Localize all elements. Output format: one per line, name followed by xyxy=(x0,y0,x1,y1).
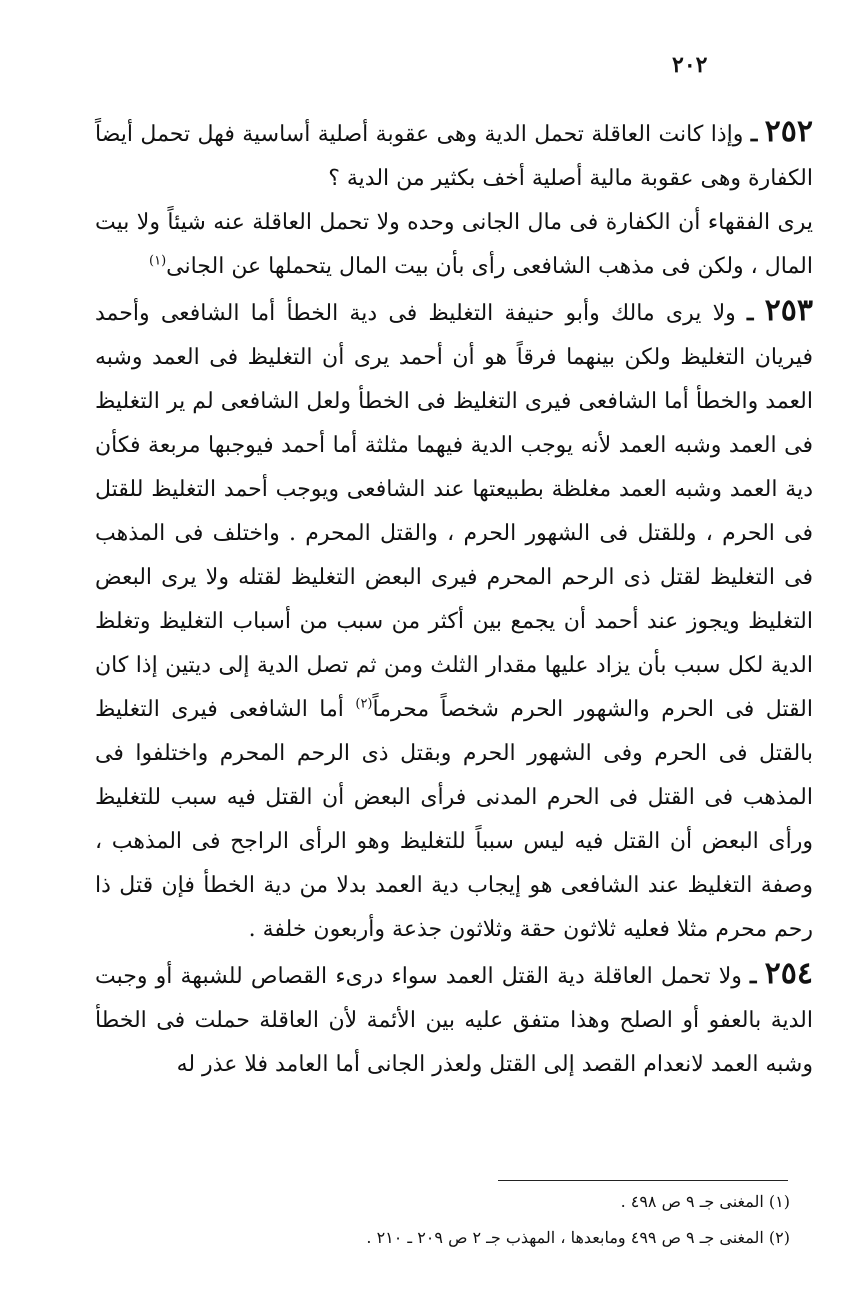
paragraph-number: ٢٥٢ xyxy=(764,114,814,149)
paragraph-text: يرى الفقهاء أن الكفارة فى مال الجانى وحده ولا تحمل العاقلة عنه شيئاً ولا بيت المال ، ولكن فى مذهب الشافعى رأى بأن بيت المال يتحملها عن الجانى xyxy=(95,210,813,279)
paragraph-252 xyxy=(95,110,813,201)
paragraph-text: ولا تحمل العاقلة دية القتل العمد سواء درىء القصاص للشبهة أو وجبت الدية بالعفو أو الصلح وهذا متفق عليه بين الأئمة لأن العاقلة حملت فى الخطأ وشبه العمد لانعدام القصد إلى القتل ولعذر الجانى أما العامد فلا عذر له xyxy=(95,964,813,1077)
paragraph-253 xyxy=(95,289,813,952)
paragraph-separator: ـ xyxy=(746,300,754,326)
paragraph-number: ٢٥٣ xyxy=(764,293,813,328)
paragraph-separator: ـ xyxy=(750,121,758,147)
paragraph-separator: ـ xyxy=(750,963,757,989)
paragraph-unnumbered xyxy=(95,201,813,289)
paragraph-text: وإذا كانت العاقلة تحمل الدية وهى عقوبة أصلية أساسية فهل تحمل أيضاً الكفارة وهى عقوبة مالية أصلية أخف بكثير من الدية ؟ xyxy=(95,122,813,191)
page-number: ٢٠٢ xyxy=(672,52,708,78)
paragraph-text-continued: أما الشافعى فيرى التغليظ بالقتل فى الحرم وفى الشهور الحرم وبقتل ذى الرحم المحرم واختلفوا فى المذهب فى القتل فى الحرم المدنى فرأى البعض أن القتل فيه سبب للتغليظ ورأى البعض أن القتل فيه ليس سبباً للتغليظ وهو الرأى الراجح فى المذهب ، وصفة التغليظ عند الشافعى هو إيجاب دية العمد بدلا من دية الخطأ فإن قتل ذا رحم محرم مثلا فعليه ثلاثون حقة وثلاثون جذعة وأربعون خلفة . xyxy=(95,697,813,942)
body-text xyxy=(95,110,813,1087)
footnotes xyxy=(180,1184,790,1256)
footnote-ref-1: (١) xyxy=(149,253,167,269)
paragraph-254 xyxy=(95,952,813,1087)
footnote-divider xyxy=(498,1180,788,1181)
paragraph-number: ٢٥٤ xyxy=(764,956,813,991)
paragraph-text: ولا يرى مالك وأبو حنيفة التغليظ فى دية الخطأ أما الشافعى وأحمد فيريان التغليظ ولكن بينهما فرقاً هو أن أحمد يرى أن التغليظ فى العمد وشبه العمد والخطأ أما الشافعى فيرى التغليظ فى الخطأ ولعل الشافعى لم ير التغليظ فى العمد وشبه العمد لأنه يوجب الدية فيهما مثلثة أما أحمد فيوجبها مربعة فكأن دية العمد وشبه العمد مغلظة بطبيعتها عند الشافعى ويوجب أحمد التغليظ للقتل فى الحرم ، وللقتل فى الشهور الحرم ، والقتل المحرم . واختلف فى المذهب فى التغليظ لقتل ذى الرحم المحرم فيرى البعض التغليظ لقتله ولا يرى البعض التغليظ ويجوز عند أحمد أن يجمع بين أكثر من سبب من أسباب التغليظ وتغلظ الدية لكل سبب بأن يزاد عليها مقدار الثلث ومن ثم تصل الدية إلى ديتين إذا كان القتل فى الحرم والشهور الحرم شخصاً محرماً xyxy=(95,301,813,722)
footnote-1: (١) المغنى جـ ٩ ص ٤٩٨ . xyxy=(620,1192,790,1211)
footnote-ref-2: (٢) xyxy=(355,696,373,712)
footnote-2: (٢) المغنى جـ ٩ ص ٤٩٩ ومابعدها ، المهذب جـ ٢ ص ٢٠٩ ـ ٢١٠ . xyxy=(366,1228,790,1247)
